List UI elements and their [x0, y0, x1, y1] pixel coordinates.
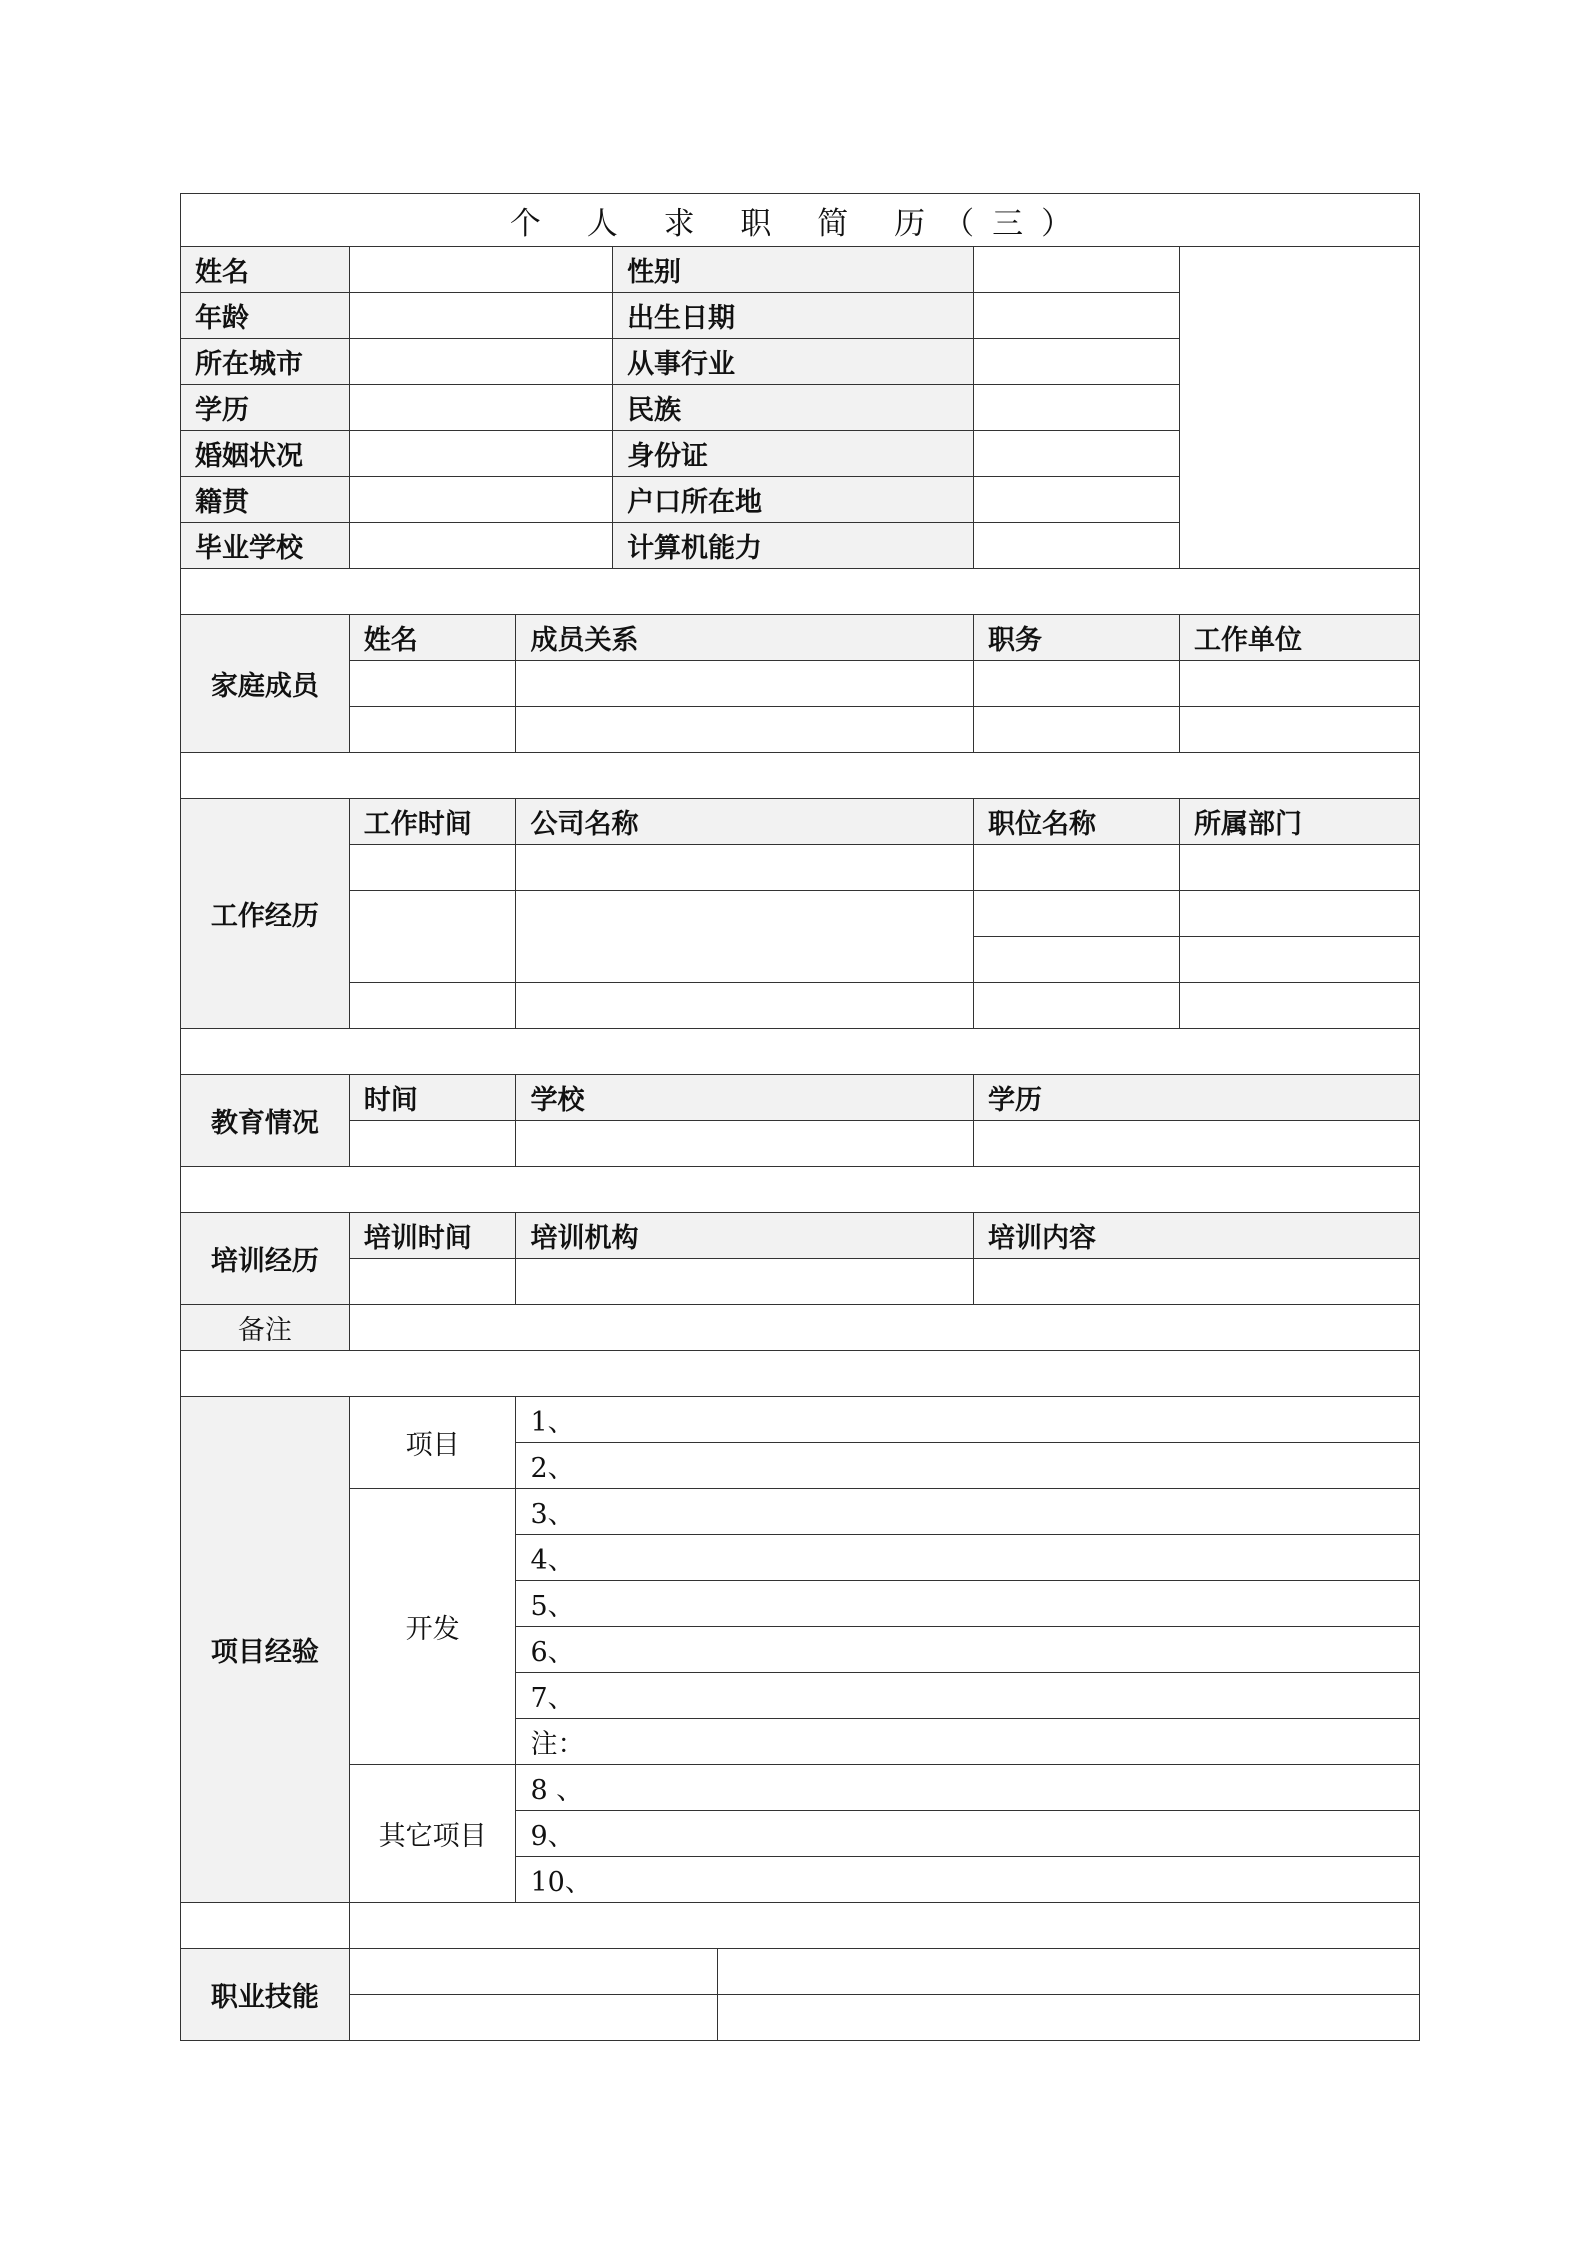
- section-training: 培训经历: [181, 1213, 350, 1305]
- project-item[interactable]: 6、: [516, 1627, 1420, 1673]
- training-header-time: 培训时间: [349, 1213, 516, 1259]
- family-cell[interactable]: [974, 707, 1180, 753]
- field-city[interactable]: [349, 339, 612, 385]
- family-cell[interactable]: [349, 707, 516, 753]
- label-household-registration: 户口所在地: [613, 477, 974, 523]
- work-cell[interactable]: [1179, 937, 1419, 983]
- work-cell[interactable]: [516, 983, 974, 1029]
- label-industry: 从事行业: [613, 339, 974, 385]
- work-cell[interactable]: [1179, 983, 1419, 1029]
- label-age: 年龄: [181, 293, 350, 339]
- work-cell[interactable]: [974, 891, 1180, 937]
- field-age[interactable]: [349, 293, 612, 339]
- skills-cell[interactable]: [718, 1995, 1420, 2041]
- work-cell[interactable]: [516, 845, 974, 891]
- work-cell[interactable]: [516, 891, 974, 983]
- section-education: 教育情况: [181, 1075, 350, 1167]
- section-work: 工作经历: [181, 799, 350, 1029]
- section-projects: 项目经验: [181, 1397, 350, 1903]
- training-cell[interactable]: [349, 1259, 516, 1305]
- section-skills: 职业技能: [181, 1949, 350, 2041]
- work-cell[interactable]: [1179, 845, 1419, 891]
- work-cell[interactable]: [974, 845, 1180, 891]
- field-education[interactable]: [349, 385, 612, 431]
- label-name: 姓名: [181, 247, 350, 293]
- training-header-content: 培训内容: [974, 1213, 1420, 1259]
- education-header-time: 时间: [349, 1075, 516, 1121]
- label-id-card: 身份证: [613, 431, 974, 477]
- work-cell[interactable]: [349, 891, 516, 983]
- project-item[interactable]: 4、: [516, 1535, 1420, 1581]
- education-header-school: 学校: [516, 1075, 974, 1121]
- skills-cell[interactable]: [718, 1949, 1420, 1995]
- field-school[interactable]: [349, 523, 612, 569]
- label-education: 学历: [181, 385, 350, 431]
- project-item[interactable]: 5、: [516, 1581, 1420, 1627]
- work-cell[interactable]: [974, 937, 1180, 983]
- resume-table: [180, 193, 1420, 2041]
- project-item[interactable]: 8 、: [516, 1765, 1420, 1811]
- label-birthdate: 出生日期: [613, 293, 974, 339]
- photo-box[interactable]: [1179, 247, 1419, 569]
- work-header-time: 工作时间: [349, 799, 516, 845]
- spacer-cell: [181, 1903, 350, 1949]
- project-group-dev: 开发: [349, 1489, 516, 1765]
- label-computer-skills: 计算机能力: [613, 523, 974, 569]
- family-header-name: 姓名: [349, 615, 516, 661]
- field-computer-skills[interactable]: [974, 523, 1180, 569]
- project-group-other: 其它项目: [349, 1765, 516, 1903]
- training-header-institution: 培训机构: [516, 1213, 974, 1259]
- training-cell[interactable]: [516, 1259, 974, 1305]
- work-header-department: 所属部门: [1179, 799, 1419, 845]
- resume-form: [180, 193, 1420, 2041]
- label-gender: 性别: [613, 247, 974, 293]
- project-item[interactable]: 2、: [516, 1443, 1420, 1489]
- project-item[interactable]: 10、: [516, 1857, 1420, 1903]
- project-item[interactable]: 3、: [516, 1489, 1420, 1535]
- family-cell[interactable]: [349, 661, 516, 707]
- skills-cell[interactable]: [349, 1995, 717, 2041]
- education-cell[interactable]: [516, 1121, 974, 1167]
- field-marital-status[interactable]: [349, 431, 612, 477]
- family-cell[interactable]: [1179, 661, 1419, 707]
- family-header-employer: 工作单位: [1179, 615, 1419, 661]
- skills-cell[interactable]: [349, 1949, 717, 1995]
- field-household-registration[interactable]: [974, 477, 1180, 523]
- spacer-row: [181, 569, 1420, 615]
- field-birthdate[interactable]: [974, 293, 1180, 339]
- training-cell[interactable]: [974, 1259, 1420, 1305]
- project-item[interactable]: 7、: [516, 1673, 1420, 1719]
- spacer-row: [181, 753, 1420, 799]
- family-cell[interactable]: [974, 661, 1180, 707]
- family-cell[interactable]: [1179, 707, 1419, 753]
- spacer-row: [181, 1351, 1420, 1397]
- label-city: 所在城市: [181, 339, 350, 385]
- page-title: 个 人 求 职 简 历（三）: [181, 194, 1420, 247]
- label-native-place: 籍贯: [181, 477, 350, 523]
- project-note[interactable]: 注：: [516, 1719, 1420, 1765]
- family-header-relation: 成员关系: [516, 615, 974, 661]
- label-marital-status: 婚姻状况: [181, 431, 350, 477]
- work-cell[interactable]: [349, 983, 516, 1029]
- field-native-place[interactable]: [349, 477, 612, 523]
- work-cell[interactable]: [349, 845, 516, 891]
- label-ethnicity: 民族: [613, 385, 974, 431]
- work-header-company: 公司名称: [516, 799, 974, 845]
- family-header-position: 职务: [974, 615, 1180, 661]
- field-remarks[interactable]: [349, 1305, 1419, 1351]
- work-header-title: 职位名称: [974, 799, 1180, 845]
- family-cell[interactable]: [516, 661, 974, 707]
- education-cell[interactable]: [349, 1121, 516, 1167]
- spacer-row: [181, 1029, 1420, 1075]
- education-cell[interactable]: [974, 1121, 1420, 1167]
- field-gender[interactable]: [974, 247, 1180, 293]
- project-group-project: 项目: [349, 1397, 516, 1489]
- label-school: 毕业学校: [181, 523, 350, 569]
- project-item[interactable]: 1、: [516, 1397, 1420, 1443]
- work-cell[interactable]: [1179, 891, 1419, 937]
- spacer-row: [181, 1167, 1420, 1213]
- field-ethnicity[interactable]: [974, 385, 1180, 431]
- field-industry[interactable]: [974, 339, 1180, 385]
- family-cell[interactable]: [516, 707, 974, 753]
- field-name[interactable]: [349, 247, 612, 293]
- education-header-degree: 学历: [974, 1075, 1420, 1121]
- section-family: 家庭成员: [181, 615, 350, 753]
- field-id-card[interactable]: [974, 431, 1180, 477]
- work-cell[interactable]: [974, 983, 1180, 1029]
- project-item[interactable]: 9、: [516, 1811, 1420, 1857]
- label-remarks: 备注: [181, 1305, 350, 1351]
- spacer-cell: [349, 1903, 1419, 1949]
